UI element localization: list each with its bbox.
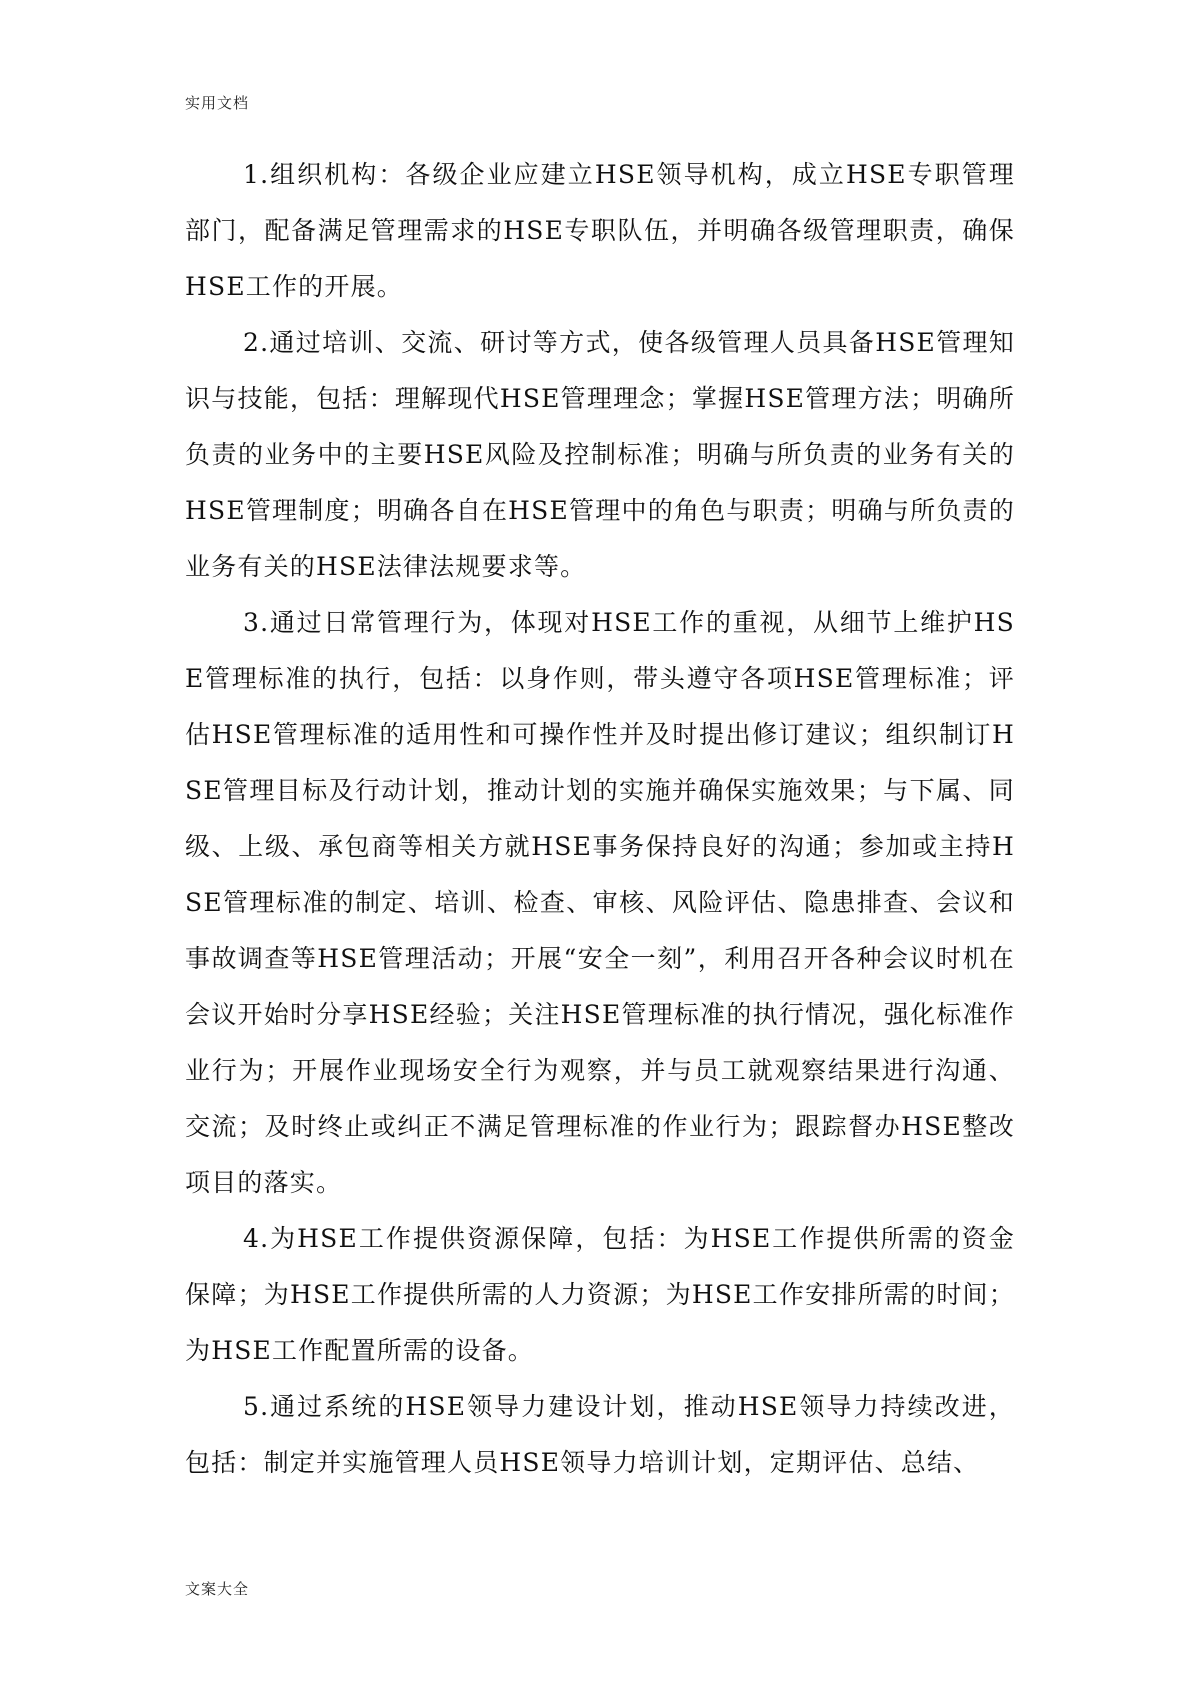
paragraph-5: 5.通过系统的HSE领导力建设计划，推动HSE领导力持续改进，包括：制定并实施管理人员HSE领导力培训计划，定期评估、总结、: [185, 1392, 1015, 1477]
page-footer: 文案大全: [185, 1580, 250, 1598]
paragraph-3: 3.通过日常管理行为，体现对HSE工作的重视，从细节上维护HSE管理标准的执行，包括：以身作则，带头遵守各项HSE管理标准；评估HSE管理标准的适用性和可操作性并及时提出修订建议；组织制订HSE管理目标及行动计划，推动计划的实施并确保实施效果；与下属、同级、上级、承包商等相关方就HSE事务保持良好的沟通；参加或主持HSE管理标准的制定、培训、检查、审核、风险评估、隐患排查、会议和事故调查等HSE管理活动；开展“安全一刻”，利用召开各种会议时机在会议开始时分享HSE经验；关注HSE管理标准的执行情况，强化标准作业行为；开展作业现场安全行为观察，并与员工就观察结果进行沟通、交流；及时终止或纠正不满足管理标准的作业行为；跟踪督办HSE整改项目的落实。: [185, 608, 1015, 1197]
document-body: [185, 147, 1015, 1491]
paragraph-2: 2.通过培训、交流、研讨等方式，使各级管理人员具备HSE管理知识与技能，包括：理解现代HSE管理理念；掌握HSE管理方法；明确所负责的业务中的主要HSE风险及控制标准；明确与所负责的业务有关的HSE管理制度；明确各自在HSE管理中的角色与职责；明确与所负责的业务有关的HSE法律法规要求等。: [185, 328, 1015, 581]
page-header: 实用文档: [185, 94, 250, 112]
paragraph-4: 4.为HSE工作提供资源保障，包括：为HSE工作提供所需的资金保障；为HSE工作提供所需的人力资源；为HSE工作安排所需的时间；为HSE工作配置所需的设备。: [185, 1224, 1015, 1365]
paragraph-1: 1.组织机构：各级企业应建立HSE领导机构，成立HSE专职管理部门，配备满足管理需求的HSE专职队伍，并明确各级管理职责，确保HSE工作的开展。: [185, 160, 1015, 301]
